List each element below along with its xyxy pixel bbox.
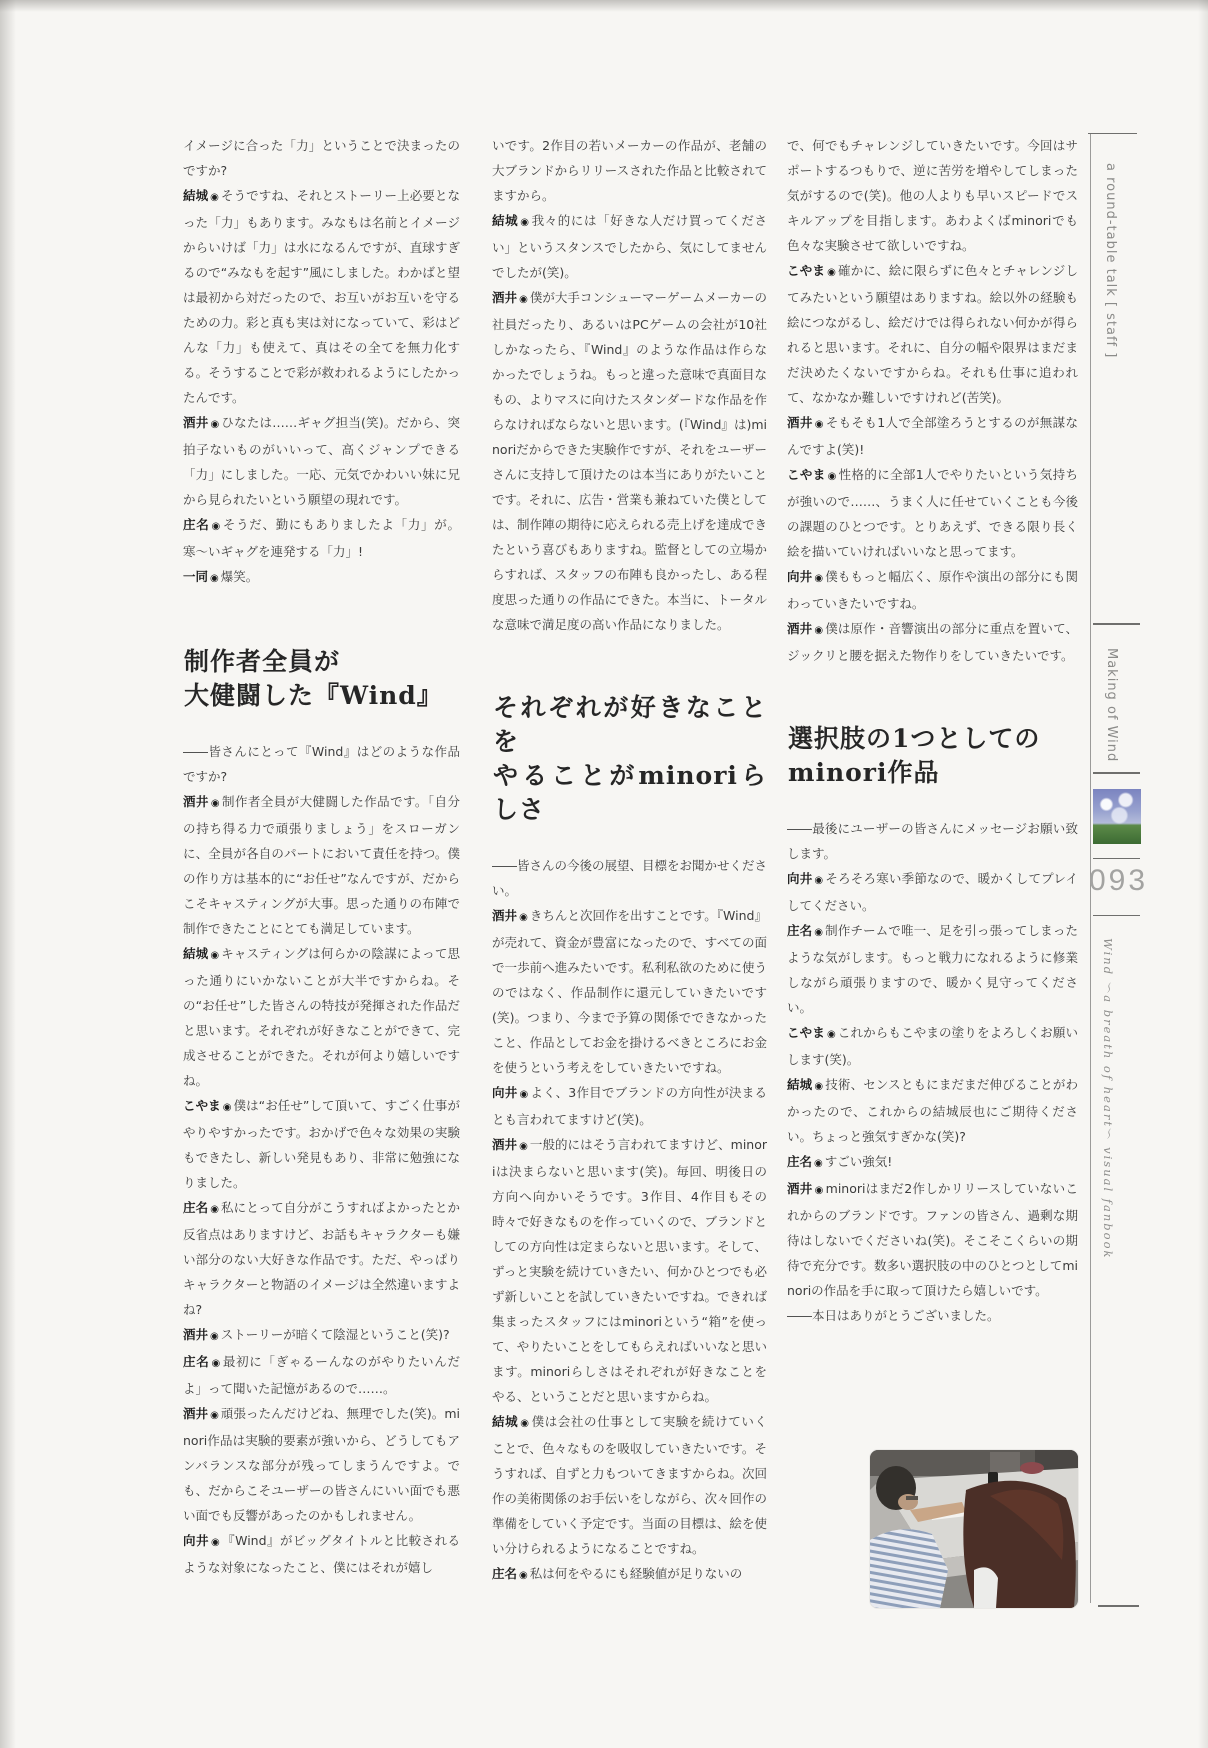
interviewer-line: ――本日はありがとうございました。: [787, 1308, 1000, 1323]
interview-column-2: [492, 133, 767, 1588]
interviewer-line: いです。2作目の若いメーカーの作品が、老舗の大ブランドからリリースされた作品と比較されてますから。: [492, 138, 767, 203]
sidebar-tick: [1088, 133, 1137, 134]
dialogue-paragraph: 酒井 ◉ 頑張ったんだけどね、無理でした(笑)。minori作品は実験的要素が強いから、どうしてもアンバランスな部分が残ってしまうんですよ。でも、だからこそユーザーの皆さんにいい面でも悪い面でも反響があったのかもしれません。: [183, 1406, 460, 1523]
dialogue-paragraph: 向井 ◉ 僕ももっと幅広く、原作や演出の部分にも関わっていきたいですね。: [787, 569, 1078, 611]
roundtable-photo: [870, 1450, 1078, 1608]
dialogue-paragraph: 結城 ◉ 技術、センスともにまだまだ伸びることがわかったので、これからの結城辰也にご期待ください。ちょっと強気すぎかな(笑)?: [787, 1077, 1078, 1144]
dialogue-paragraph: 向井 ◉ よく、3作目でブランドの方向性が決まるとも言われてますけど(笑)。: [492, 1085, 767, 1127]
dialogue-paragraph: 結城 ◉ 我々的には「好きな人だけ買ってください」というスタンスでしたから、気にしてませんでしたが(笑)。: [492, 213, 767, 280]
dialogue-paragraph: 庄名 ◉ そうだ、勤にもありましたよ「力」が。寒〜いギャグを連発する「力」!: [183, 517, 460, 559]
interviewer-line: で、何でもチャレンジしていきたいです。今回はサポートするつもりで、逆に苦労を増やしてしまった気がするので(笑)。他の人よりも早いスピードでスキルアップを目指します。あわよくばminoriでも色々な実験させて欲しいですね。: [787, 138, 1078, 253]
sidebar-tick: [1093, 858, 1140, 859]
dialogue-paragraph: 酒井 ◉ 僕が大手コンシューマーゲームメーカーの社員だったり、あるいはPCゲームの会社が10社しかなったら、『Wind』のような作品は作らなかったでしょうね。もっと違った意味で真面目なもの、よりマスに向けたスタンダードな作品を作らなければならないと思います。(『Wind』は)minoriだからできた実験作ですが、それをユーザーさんに支持して頂けたのは本当にありがたいことです。それに、広告・営業も兼ねていた僕としては、制作陣の期待に応えられる売上げを達成できたという喜びもありますね。監督としての立場からすれば、スタッフの布陣も良かったし、ある程度思った通りの作品にできた。本当に、トータルな意味で満足度の高い作品になりました。: [492, 290, 768, 632]
dialogue-paragraph: 一同 ◉ 爆笑。: [183, 569, 259, 584]
book-title-caption: Wind 〜a breath of heart〜 visual fanbook: [1101, 938, 1115, 1260]
sidebar-tick: [1098, 1605, 1139, 1607]
interviewer-line: ――最後にユーザーの皆さんにメッセージお願い致します。: [787, 821, 1078, 861]
section-heading: 制作者全員が 大健闘した『Wind』: [184, 647, 443, 710]
dialogue-paragraph: 庄名 ◉ 私にとって自分がこうすればよかったとか反省点はありますけど、お話もキャラクターも嫌い部分のない大好きな作品です。ただ、やっぱりキャラクターと物語のイメージは全然違いますよね?: [183, 1200, 460, 1317]
dialogue-paragraph: 酒井 ◉ そもそも1人で全部塗ろうとするのが無謀なんですよ(笑)!: [787, 415, 1078, 457]
dialogue-paragraph: 酒井 ◉ 一般的にはそう言われてますけど、minoriは決まらないと思います(笑)。毎回、明後日の方向へ向かいそうです。3作目、4作目もその時々で好きなものを作っていくので、ブランドとしての方向性は定まらないと思います。そして、ずっと実験を続けていきたい、何かひとつでも必ず新しいことを試していきたいですね。できれば集まったスタッフにはminoriという“箱”を使って、やりたいことをしてもらえればいいなと思います。minoriらしさはそれぞれが好きなことをやる、ということだと思いますからね。: [492, 1137, 768, 1404]
dialogue-paragraph: 酒井 ◉ ストーリーが暗くて陰湿ということ(笑)?: [183, 1327, 450, 1342]
dialogue-paragraph: 庄名 ◉ 私は何をやるにも経験値が足りないの: [492, 1566, 743, 1581]
dialogue-paragraph: 酒井 ◉ ひなたは……ギャグ担当(笑)。だから、突拍子ないものがいいって、高くジャンプできる「力」にしました。一応、元気でかわいい妹に兄から見られたいという願望の現れです。: [183, 415, 460, 507]
sidebar-tick: [1093, 772, 1140, 774]
section-heading: 選択肢の1つとしての minori作品: [788, 724, 1041, 787]
interview-column-3: [787, 133, 1078, 1328]
sidebar-series-label: Making of Wind: [1104, 648, 1119, 763]
section-heading: それぞれが好きなことを やることがminoriらしさ: [493, 693, 767, 824]
dialogue-paragraph: こやま ◉ 確かに、絵に限らずに色々とチャレンジしてみたいという願望はありますね。絵以外の経験も絵につながるし、絵だけでは得られない何かが得られると思います。それに、自分の幅や限界はまだまだ決めたくないですからね。それも仕事に追われて、なかなか難しいですけれど(苦笑)。: [787, 263, 1078, 405]
dialogue-paragraph: 酒井 ◉ minoriはまだ2作しかリリースしていないこれからのブランドです。ファンの皆さん、過剰な期待はしないでくださいね(笑)。そこそこくらいの期待で充分です。数多い選択肢の中のひとつとしてminoriの作品を手に取って頂けたら嬉しいです。: [787, 1181, 1078, 1298]
sidebar-tick: [1093, 915, 1140, 916]
dialogue-paragraph: 庄名 ◉ すごい強気!: [787, 1154, 893, 1169]
dialogue-paragraph: 結城 ◉ そうですね、それとストーリー上必要となった「力」もあります。みなもは名前とイメージからいけば「力」は水になるんですが、直球すぎるので“みなもを起す”風にしました。わかばと望は最初から対だったので、お互いがお互いを守るための力。彩と真も実は対になっていて、彩はどんな「力」も使えて、真はその全てを無力化する。そうすることで彩が救われるようにしたかったんです。: [183, 188, 460, 405]
dialogue-paragraph: こやま ◉ 性格的に全部1人でやりたいという気持ちが強いので……、うまく人に任せていくことも今後の課題のひとつです。とりあえず、できる限り長く絵を描いていければいいなと思ってます。: [787, 467, 1078, 559]
dialogue-paragraph: 結城 ◉ 僕は会社の仕事として実験を続けていくことで、色々なものを吸収していきたいです。そうすれば、自ずと力もついてきますからね。次回作の美術関係のお手伝いをしながら、次々回作の準備をしていく予定です。当面の目標は、絵を使い分けられるようになることですね。: [492, 1414, 768, 1556]
dialogue-paragraph: こやま ◉ 僕は“お任せ”して頂いて、すごく仕事がやりやすかったです。おかげで色々な効果の実験もできたし、新しい発見もあり、非常に勉強になりました。: [183, 1098, 460, 1190]
dialogue-paragraph: 結城 ◉ キャスティングは何らかの陰謀によって思った通りにいかないことが大半ですからね。その“お任せ”した皆さんの特技が発揮された作品だと思います。それぞれが好きなことができて、完成させることができた。それが何より嬉しいですね。: [183, 946, 460, 1088]
dialogue-paragraph: 庄名 ◉ 制作チームで唯一、足を引っ張ってしまったような気がします。もっと戦力になれるように修業しながら頑張りますので、暖かく見守ってください。: [787, 923, 1078, 1015]
interview-column-1: [183, 133, 460, 1580]
interviewer-line: ――皆さんの今後の展望、目標をお聞かせください。: [492, 858, 768, 898]
landscape-thumbnail: [1093, 789, 1141, 844]
dialogue-paragraph: 酒井 ◉ 制作者全員が大健闘した作品です。「自分の持ち得る力で頑張りましょう」をスローガンに、全員が各自のパートにおいて責任を持つ。僕の作り方は基本的に“お任せ”なんですが、だからこそキャスティングが大事。思った通りの布陣で制作できたことにとても満足しています。: [183, 794, 460, 936]
sidebar-tick: [1093, 623, 1140, 625]
dialogue-paragraph: 向井 ◉ 『Wind』がビッグタイトルと比較されるような対象になったこと、僕にはそれが嬉し: [183, 1533, 460, 1575]
dialogue-paragraph: こやま ◉ これからもこやまの塗りをよろしくお願いします(笑)。: [787, 1025, 1078, 1067]
interviewer-line: ――皆さんにとって『Wind』はどのような作品ですか?: [183, 744, 460, 784]
dialogue-paragraph: 向井 ◉ そろそろ寒い季節なので、暖かくしてプレイしてください。: [787, 871, 1078, 913]
dialogue-paragraph: 酒井 ◉ きちんと次回作を出すことです。『Wind』が売れて、資金が豊富になったので、すべての面で一歩前へ進みたいです。私利私欲のために使うのではなく、作品制作に還元していきたいです(笑)。つまり、今まで予算の関係でできなかったこと、作品としてお金を掛けるべきところにお金を使うという考えをしていきたいですね。: [492, 908, 768, 1075]
roundtable-photo-graphic: [870, 1450, 1078, 1608]
sidebar-section-label: a round-table talk [ staff ]: [1103, 163, 1118, 359]
dialogue-paragraph: 庄名 ◉ 最初に「ぎゃるーんなのがやりたいんだよ」って聞いた記憶があるので……。: [183, 1354, 460, 1396]
interviewer-line: イメージに合った「力」ということで決まったのですか?: [183, 138, 460, 178]
page-number: 093: [1089, 864, 1149, 897]
dialogue-paragraph: 酒井 ◉ 僕は原作・音響演出の部分に重点を置いて、ジックリと腰を据えた物作りをしていきたいです。: [787, 621, 1078, 663]
